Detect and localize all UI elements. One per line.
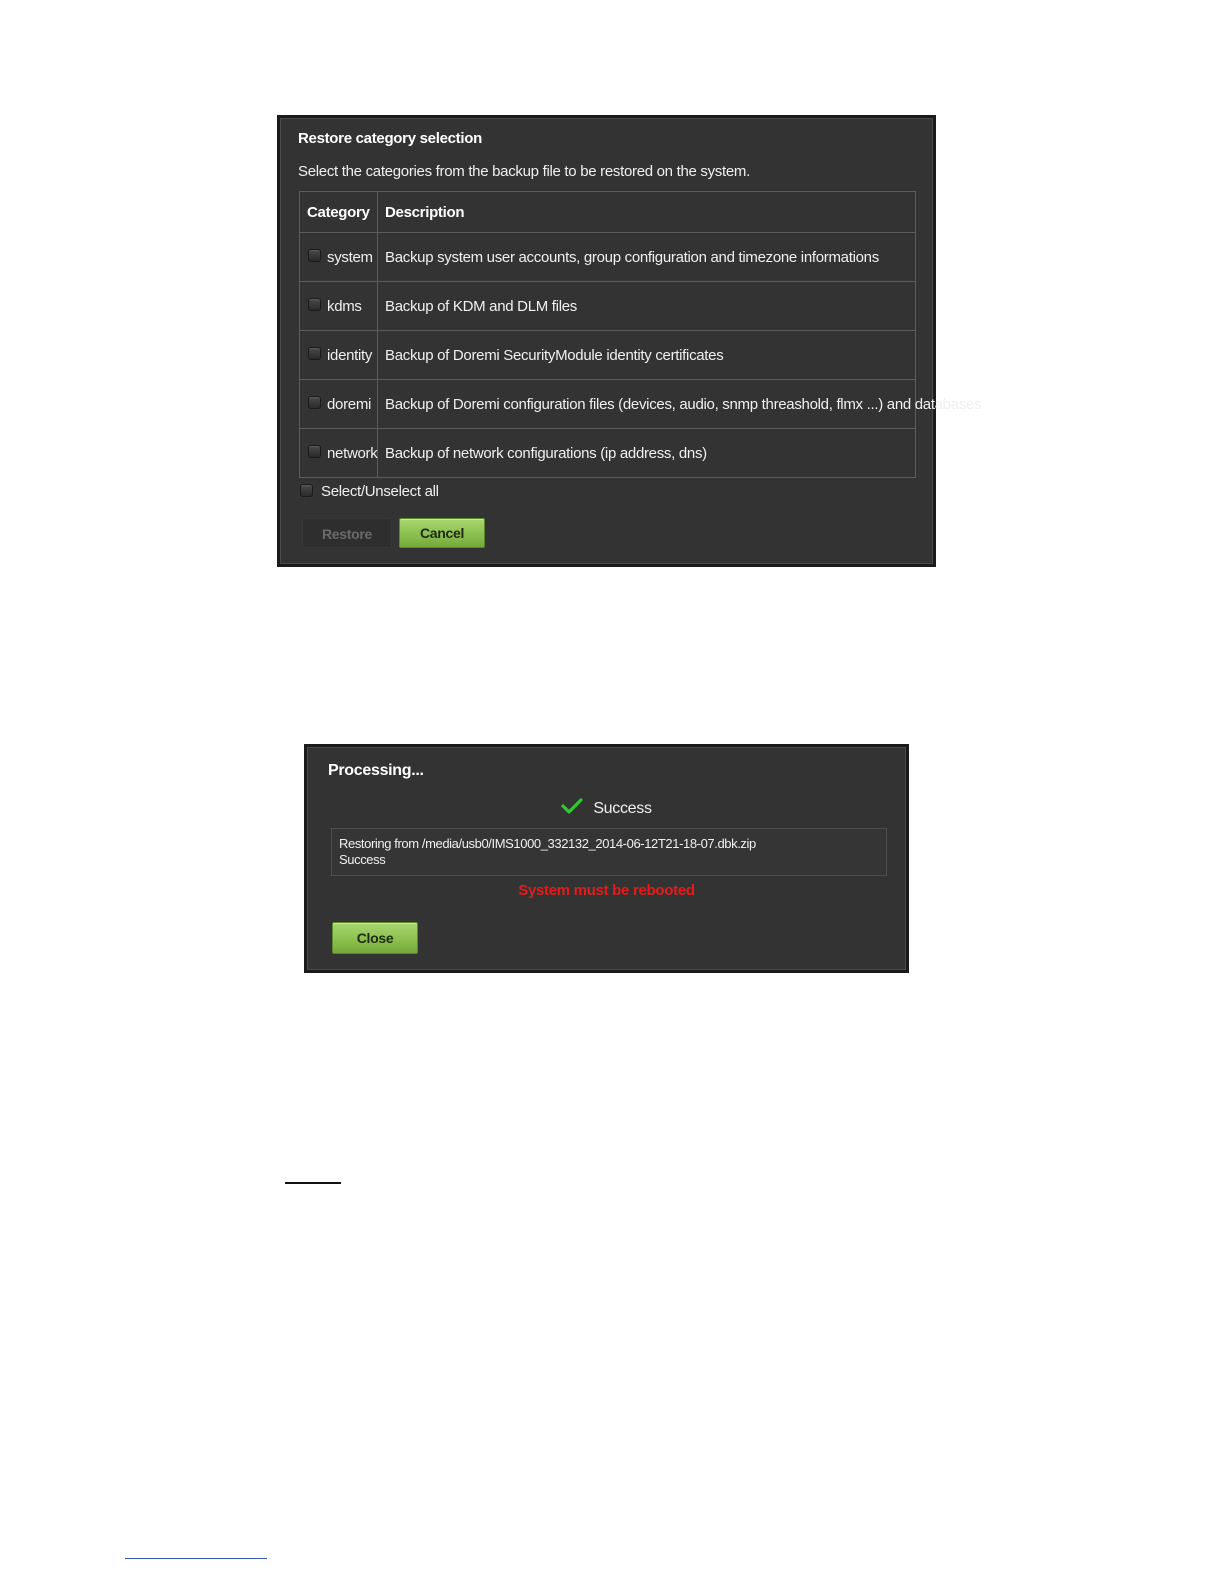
column-header-description: Description bbox=[378, 192, 916, 233]
category-cell bbox=[300, 282, 378, 331]
check-icon bbox=[561, 797, 583, 815]
select-all-toggle[interactable] bbox=[300, 483, 439, 500]
close-button[interactable]: Close bbox=[332, 922, 418, 954]
table-row bbox=[300, 233, 916, 282]
category-cell bbox=[300, 429, 378, 478]
log-line: Success bbox=[339, 852, 386, 867]
reboot-warning: System must be rebooted bbox=[518, 882, 695, 899]
select-all-checkbox[interactable] bbox=[300, 484, 313, 497]
category-table bbox=[299, 191, 982, 478]
category-checkbox-doremi[interactable] bbox=[308, 396, 321, 409]
status-row bbox=[307, 800, 906, 818]
restore-button[interactable]: Restore bbox=[302, 518, 392, 548]
category-label: system bbox=[327, 248, 373, 266]
category-cell bbox=[300, 233, 378, 282]
status-text: Success bbox=[593, 800, 652, 818]
description-cell: Backup system user accounts, group configuration and timezone informations bbox=[378, 233, 916, 282]
category-cell bbox=[300, 380, 378, 429]
dialog-subtitle: Select the categories from the backup file to be restored on the system. bbox=[298, 163, 750, 180]
category-label: doremi bbox=[327, 395, 372, 413]
footnote-divider bbox=[125, 1558, 267, 1559]
cancel-button[interactable]: Cancel bbox=[399, 518, 485, 548]
category-checkbox-system[interactable] bbox=[308, 249, 321, 262]
column-header-category: Category bbox=[300, 192, 378, 233]
table-row bbox=[300, 331, 916, 380]
divider-line bbox=[285, 1182, 341, 1184]
restore-category-dialog bbox=[277, 115, 982, 567]
category-cell bbox=[300, 331, 378, 380]
category-checkbox-network[interactable] bbox=[308, 445, 321, 458]
description-cell: Backup of network configurations (ip address, dns) bbox=[378, 429, 916, 478]
log-output bbox=[331, 828, 887, 876]
description-cell: Backup of Doremi configuration files (devices, audio, snmp threashold, flmx ...) and databases bbox=[378, 380, 916, 429]
select-all-label: Select/Unselect all bbox=[321, 483, 439, 500]
description-cell: Backup of Doremi SecurityModule identity certificates bbox=[378, 331, 916, 380]
dialog-title: Processing... bbox=[328, 762, 424, 779]
category-checkbox-identity[interactable] bbox=[308, 347, 321, 360]
description-cell: Backup of KDM and DLM files bbox=[378, 282, 916, 331]
log-line: Restoring from /media/usb0/IMS1000_332132_2014-06-12T21-18-07.dbk.zip bbox=[339, 836, 756, 851]
category-label: network bbox=[327, 444, 378, 462]
table-header-row bbox=[300, 192, 916, 233]
dialog-title: Restore category selection bbox=[298, 130, 482, 147]
table-row bbox=[300, 429, 916, 478]
category-label: identity bbox=[327, 346, 373, 364]
table-row bbox=[300, 380, 916, 429]
processing-dialog bbox=[304, 744, 909, 973]
table-row bbox=[300, 282, 916, 331]
category-label: kdms bbox=[327, 297, 362, 315]
category-checkbox-kdms[interactable] bbox=[308, 298, 321, 311]
